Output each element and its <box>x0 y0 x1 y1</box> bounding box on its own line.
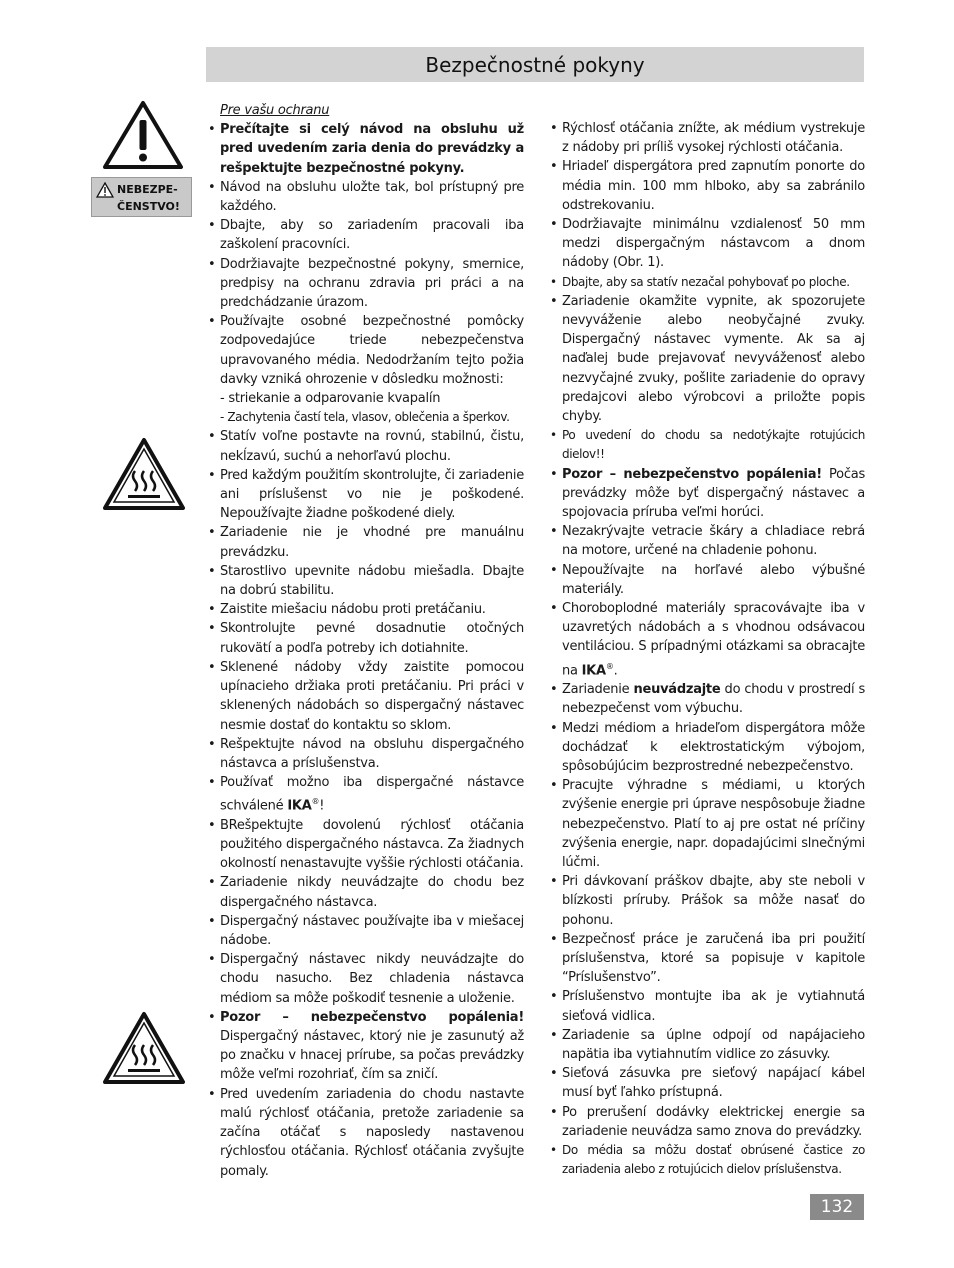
list-item: • Prečítajte si celý návod na obsluhu už pred uvedením zaria denia do prevádzky a rešpektujte bezpečnostné pokyny. <box>206 120 524 178</box>
hot-surface-icon <box>102 437 186 511</box>
list-item: • Rešpektujte návod na obsluhu dispergačného nástavca a príslušenstva. <box>206 735 524 773</box>
list-item: • Pri dávkovaní práškov dbajte, aby ste neboli v blízkosti príruby. Prášok sa môže nasať do pohonu. <box>548 872 865 930</box>
hot-surface-icon <box>102 1011 186 1085</box>
list-item: • Skontrolujte pevné dosadnutie otočných rukovätí a podľa potreby ich dotiahnite. <box>206 619 524 657</box>
list-item: • Príslušenstvo montujte iba ak je vytiahnutá sieťová vidlica. <box>548 987 865 1025</box>
list-item: • Nepoužívajte na horľavé alebo výbušné materiály. <box>548 561 865 599</box>
list-item: • Zariadenie okamžite vypnite, ak spozorujete nevyváženie alebo neobyčajné zvuky. Dispergačný nástavec vymente. Ak sa aj naďalej bude prejavovať nevyváženosť alebo nezvyčajné zvuky, pošlite zariadenie do opravy predajcovi alebo výrobcovi a priložte popis chyby. <box>548 292 865 426</box>
warning-small-icon <box>96 182 114 198</box>
list-item: • Po prerušení dodávky elektrickej energie sa zariadenie neuvádza samo znova do prevádzky. <box>548 1103 865 1141</box>
list-item: • Rýchlosť otáčania znížte, ak médium vystrekuje z nádoby pri príliš vysokej rýchlosti otáčania. <box>548 119 865 157</box>
list-item: • Pozor – nebezpečenstvo popálenia! Dispergačný nástavec, ktorý nie je zasunutý až po značku v hnacej prírube, sa počas prevádzky môže veľmi rozohriať, čím sa zničí. <box>206 1008 524 1085</box>
list-item: • Používať možno iba dispergačné nástavce schválené IKA®! <box>206 773 524 816</box>
right-column <box>548 119 865 1180</box>
list-item: • Starostlivo upevnite nádobu miešadla. Dbajte na dobrú stabilitu. <box>206 562 524 600</box>
right-list <box>548 119 865 1180</box>
list-item: • Choroboplodné materiály spracovávajte iba v uzavretých nádobách a s vhodnou odsávacou ventiláciou. S prípadnými otázkami sa obracajte na IKA®. <box>548 599 865 680</box>
list-item: • Používajte osobné bezpečnostné pomôcky zodpovedajúce triede nebezpečenstva upravovaného média. Nedodržaním tejto požia davky vzniká ohrozenie v dôsledku možnosti: <box>206 312 524 389</box>
list-item: • Medzi médiom a hriadeľom dispergátora môže dochádzať k elektrostatickým výbojom, spôsobújúcim bezprostredné nebezpečenstvo. <box>548 719 865 777</box>
list-item: • Zariadenie nie je vhodné pre manuálnu prevádzku. <box>206 523 524 561</box>
list-item: • Bezpečnosť práce je zaručená iba pri použití príslušenstva, ktoré sa popisuje v kapitole “Príslušenstvo”. <box>548 930 865 988</box>
page-number: 132 <box>810 1194 864 1220</box>
list-item: • Návod na obsluhu uložte tak, bol prístupný pre každého. <box>206 178 524 216</box>
title-bar <box>206 47 864 82</box>
list-item: • Pracujte výhradne s médiami, u ktorých zvýšenie energie pri úprave nespôsobuje žiadne nebezpečenstvo. Platí to aj pre ostat né príčiny zvýšenia energie, napr. dopadajúcimi slnečnými lúčmi. <box>548 776 865 872</box>
list-item: • Dodržiavajte minimálnu vzdialenosť 50 mm medzi dispergačným nástavcom a dnom nádoby (Obr. 1). <box>548 215 865 273</box>
list-item: • Do média sa môžu dostať obrúsené častice zo zariadenia alebo z rotujúcich dielov príslušenstva. <box>548 1141 865 1179</box>
list-item: • Pred každým použitím skontrolujte, či zariadenie ani príslušenst vo nie je poškodené. Nepoužívajte žiadne poškodené diely. <box>206 466 524 524</box>
list-item: • Sieťová zásuvka pre sieťový napájací kábel musí byť ľahko prístupná. <box>548 1064 865 1102</box>
list-item: - striekanie a odparovanie kvapalín <box>220 391 441 407</box>
page-title: Bezpečnostné pokyny <box>425 52 645 77</box>
left-list <box>206 120 524 1181</box>
list-item: • Dodržiavajte bezpečnostné pokyny, smernice, predpisy na ochranu zdravia pri práci a na predchádzanie úrazom. <box>206 255 524 313</box>
list-item: • Pozor – nebezpečenstvo popálenia! Počas prevádzky môže byť dispergačný nástavec a spojovacia príruba veľmi horúci. <box>548 465 865 523</box>
list-item: • Zariadenie neuvádzajte do chodu v prostredí s nebezpečenst vom výbuchu. <box>548 680 865 718</box>
list-item: • Dispergačný nástavec používajte iba v miešacej nádobe. <box>206 912 524 950</box>
warning-triangle-icon <box>102 100 184 170</box>
list-item: • Po uvedení do chodu sa nedotýkajte rotujúcich dielov!! <box>548 426 865 464</box>
danger-text: NEBEZPE- ČENSTVO! <box>117 183 180 213</box>
list-item: • Dbajte, aby so zariadením pracovali iba zaškolení pracovníci. <box>206 216 524 254</box>
left-column <box>206 101 524 1181</box>
danger-label <box>91 177 192 217</box>
list-item: • Nezakrývajte vetracie škáry a chladiace rebrá na motore, určené na chladenie pohonu. <box>548 522 865 560</box>
list-item: • BRešpektujte dovolenú rýchlosť otáčania použitého dispergačného nástavca. Za žiadnych okolností nenastavujte vyššie rýchlosti otáčania. <box>206 816 524 874</box>
list-item: • Dbajte, aby sa statív nezačal pohybovať po ploche. <box>548 273 865 292</box>
list-item: - Zachytenia častí tela, vlasov, oblečenia a šperkov. <box>220 410 510 425</box>
list-item: • Zaistite miešaciu nádobu proti pretáčaniu. <box>206 600 524 619</box>
list-item: • Dispergačný nástavec nikdy neuvádzajte do chodu nasucho. Bez chladenia nástavca médiom sa môže poškodiť tesnenie a uloženie. <box>206 950 524 1008</box>
list-item: • Zariadenie sa úplne odpojí od napájacieho napätia iba vytiahnutím vidlice zo zásuvky. <box>548 1026 865 1064</box>
list-item: • Statív voľne postavte na rovnú, stabilnú, čistu, nekĺzavú, suchú a nehorľavú plochu. <box>206 427 524 465</box>
section-subtitle: Pre vašu ochranu <box>220 103 330 118</box>
list-item: • Sklenené nádoby vždy zaistite pomocou upínacieho držiaka proti pretáčaniu. Pri práci v sklenených nádobách so dispergačný nástavec nesmie dostať do kontaktu so sklom. <box>206 658 524 735</box>
list-item: • Pred uvedením zariadenia do chodu nastavte malú rýchlosť otáčania, pretože zariadenie sa začína otáčať s naposledy nastavenou rýchlosťou otáčania. Rýchlosť otáčania zvyšujte pomaly. <box>206 1085 524 1181</box>
list-item: • Zariadenie nikdy neuvádzajte do chodu bez dispergačného nástavca. <box>206 873 524 911</box>
list-item: • Hriadeľ dispergátora pred zapnutím ponorte do média min. 100 mm hlboko, aby sa zabránilo odstrekovaniu. <box>548 157 865 215</box>
